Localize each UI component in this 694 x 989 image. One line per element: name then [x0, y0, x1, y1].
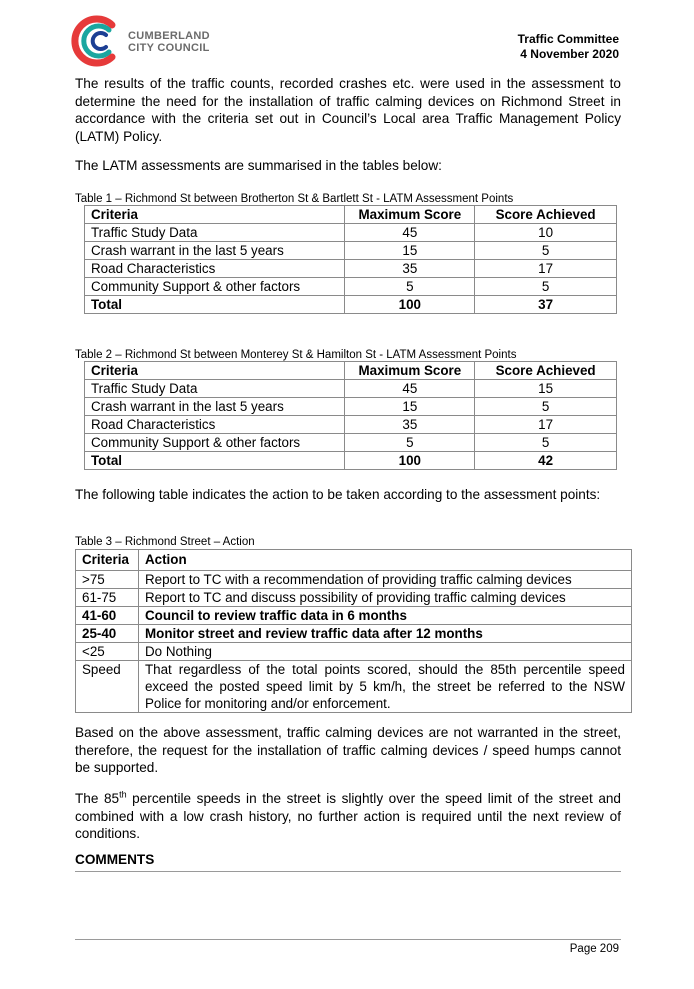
action-intro: The following table indicates the action to be taken according to the assessment points: [75, 487, 601, 502]
cell-criteria: Speed [76, 661, 139, 713]
table1-header-row [85, 206, 617, 224]
table1-caption: Table 1 – Richmond St between Brotherton St & Bartlett St - LATM Assessment Points [75, 193, 514, 205]
table1-header-max: Maximum Score [345, 206, 475, 224]
cell-achieved: 5 [475, 242, 617, 260]
table-row [85, 278, 617, 296]
table-row [76, 571, 632, 589]
table2-total-row [85, 452, 617, 470]
cell-criteria: Traffic Study Data [85, 224, 345, 242]
header-title: Traffic Committee [517, 32, 619, 46]
conclusion2-sup: th [119, 789, 127, 800]
cell-action: Council to review traffic data in 6 months [138, 607, 631, 625]
table-row [85, 224, 617, 242]
cell-achieved: 5 [475, 398, 617, 416]
cell-action: Report to TC and discuss possibility of providing traffic calming devices [138, 589, 631, 607]
table-row [85, 434, 617, 452]
cell-criteria: Crash warrant in the last 5 years [85, 242, 345, 260]
cell-criteria: Community Support & other factors [85, 434, 345, 452]
cell-achieved: 5 [475, 278, 617, 296]
table2-header-criteria: Criteria [85, 362, 345, 380]
cell-total-max: 100 [345, 452, 475, 470]
cell-action: Monitor street and review traffic data after 12 months [138, 625, 631, 643]
cell-max: 15 [345, 398, 475, 416]
cell-criteria: >75 [76, 571, 139, 589]
table1-header-criteria: Criteria [85, 206, 345, 224]
cell-total-max: 100 [345, 296, 475, 314]
cell-total-label: Total [85, 296, 345, 314]
cell-max: 45 [345, 380, 475, 398]
comments-divider [75, 871, 621, 872]
summary-intro: The LATM assessments are summarised in the tables below: [75, 158, 442, 173]
table3-caption: Table 3 – Richmond Street – Action [75, 536, 255, 548]
cell-max: 35 [345, 260, 475, 278]
cell-total-achieved: 37 [475, 296, 617, 314]
cell-criteria: 61-75 [76, 589, 139, 607]
intro-paragraph: The results of the traffic counts, recorded crashes etc. were used in the assessment to determine the need for the installation of traffic calming devices on Richmond Street in accordance with the criteria set out in Council’s Local area Traffic Management Policy (LATM) Policy. [75, 76, 621, 144]
header-date: 4 November 2020 [520, 47, 619, 61]
cell-criteria: Road Characteristics [85, 260, 345, 278]
table3-header-criteria: Criteria [76, 550, 139, 571]
table2-caption: Table 2 – Richmond St between Monterey St & Hamilton St - LATM Assessment Points [75, 349, 517, 361]
table-row [85, 242, 617, 260]
table-row [85, 398, 617, 416]
cell-max: 35 [345, 416, 475, 434]
cell-total-achieved: 42 [475, 452, 617, 470]
cell-achieved: 17 [475, 416, 617, 434]
cell-max: 5 [345, 278, 475, 296]
table-row [85, 416, 617, 434]
conclusion2-post: percentile speeds in the street is slightly over the speed limit of the street and combined with a low crash history, no further action is required until the next review of conditions. [75, 791, 621, 841]
cell-achieved: 15 [475, 380, 617, 398]
table2-header-max: Maximum Score [345, 362, 475, 380]
table-row [76, 589, 632, 607]
cell-action: That regardless of the total points scored, should the 85th percentile speed exceed the posted speed limit by 5 km/h, the street be referred to the NSW Police for monitoring and/or enforcement. [138, 661, 631, 713]
cell-criteria: 25-40 [76, 625, 139, 643]
cell-criteria: Road Characteristics [85, 416, 345, 434]
table2-header-achieved: Score Achieved [475, 362, 617, 380]
table2 [84, 361, 617, 470]
cell-achieved: 5 [475, 434, 617, 452]
table-row [76, 643, 632, 661]
table1-total-row [85, 296, 617, 314]
table-row [76, 625, 632, 643]
logo-line1: CUMBERLAND [128, 30, 210, 42]
table1 [84, 205, 617, 314]
cell-max: 15 [345, 242, 475, 260]
cell-action: Report to TC with a recommendation of providing traffic calming devices [138, 571, 631, 589]
table3-header-row [76, 550, 632, 571]
comments-heading: COMMENTS [75, 852, 155, 867]
table-row [85, 260, 617, 278]
logo-line2: CITY COUNCIL [128, 42, 210, 54]
conclusion2-pre: The 85 [75, 791, 120, 806]
cell-total-label: Total [85, 452, 345, 470]
table3-header-action: Action [138, 550, 631, 571]
table-row [85, 380, 617, 398]
cell-achieved: 17 [475, 260, 617, 278]
table-row [76, 607, 632, 625]
table-row [76, 661, 632, 713]
table1-header-achieved: Score Achieved [475, 206, 617, 224]
cell-criteria: Traffic Study Data [85, 380, 345, 398]
table3 [75, 549, 632, 713]
cell-max: 5 [345, 434, 475, 452]
cumberland-logo-icon [68, 12, 126, 70]
footer-divider [75, 939, 621, 940]
header-meta [518, 32, 619, 62]
conclusion-paragraph-1: Based on the above assessment, traffic calming devices are not warranted in the street, therefore, the request for the installation of traffic calming devices / speed humps cannot be supported. [75, 725, 621, 775]
table2-header-row [85, 362, 617, 380]
logo-text [128, 30, 210, 54]
cell-max: 45 [345, 224, 475, 242]
page-number: Page 209 [569, 943, 619, 955]
cell-criteria: Community Support & other factors [85, 278, 345, 296]
cell-criteria: 41-60 [76, 607, 139, 625]
cell-action: Do Nothing [138, 643, 631, 661]
conclusion-paragraph-2 [75, 790, 621, 843]
cell-criteria: Crash warrant in the last 5 years [85, 398, 345, 416]
cell-achieved: 10 [475, 224, 617, 242]
cell-criteria: <25 [76, 643, 139, 661]
